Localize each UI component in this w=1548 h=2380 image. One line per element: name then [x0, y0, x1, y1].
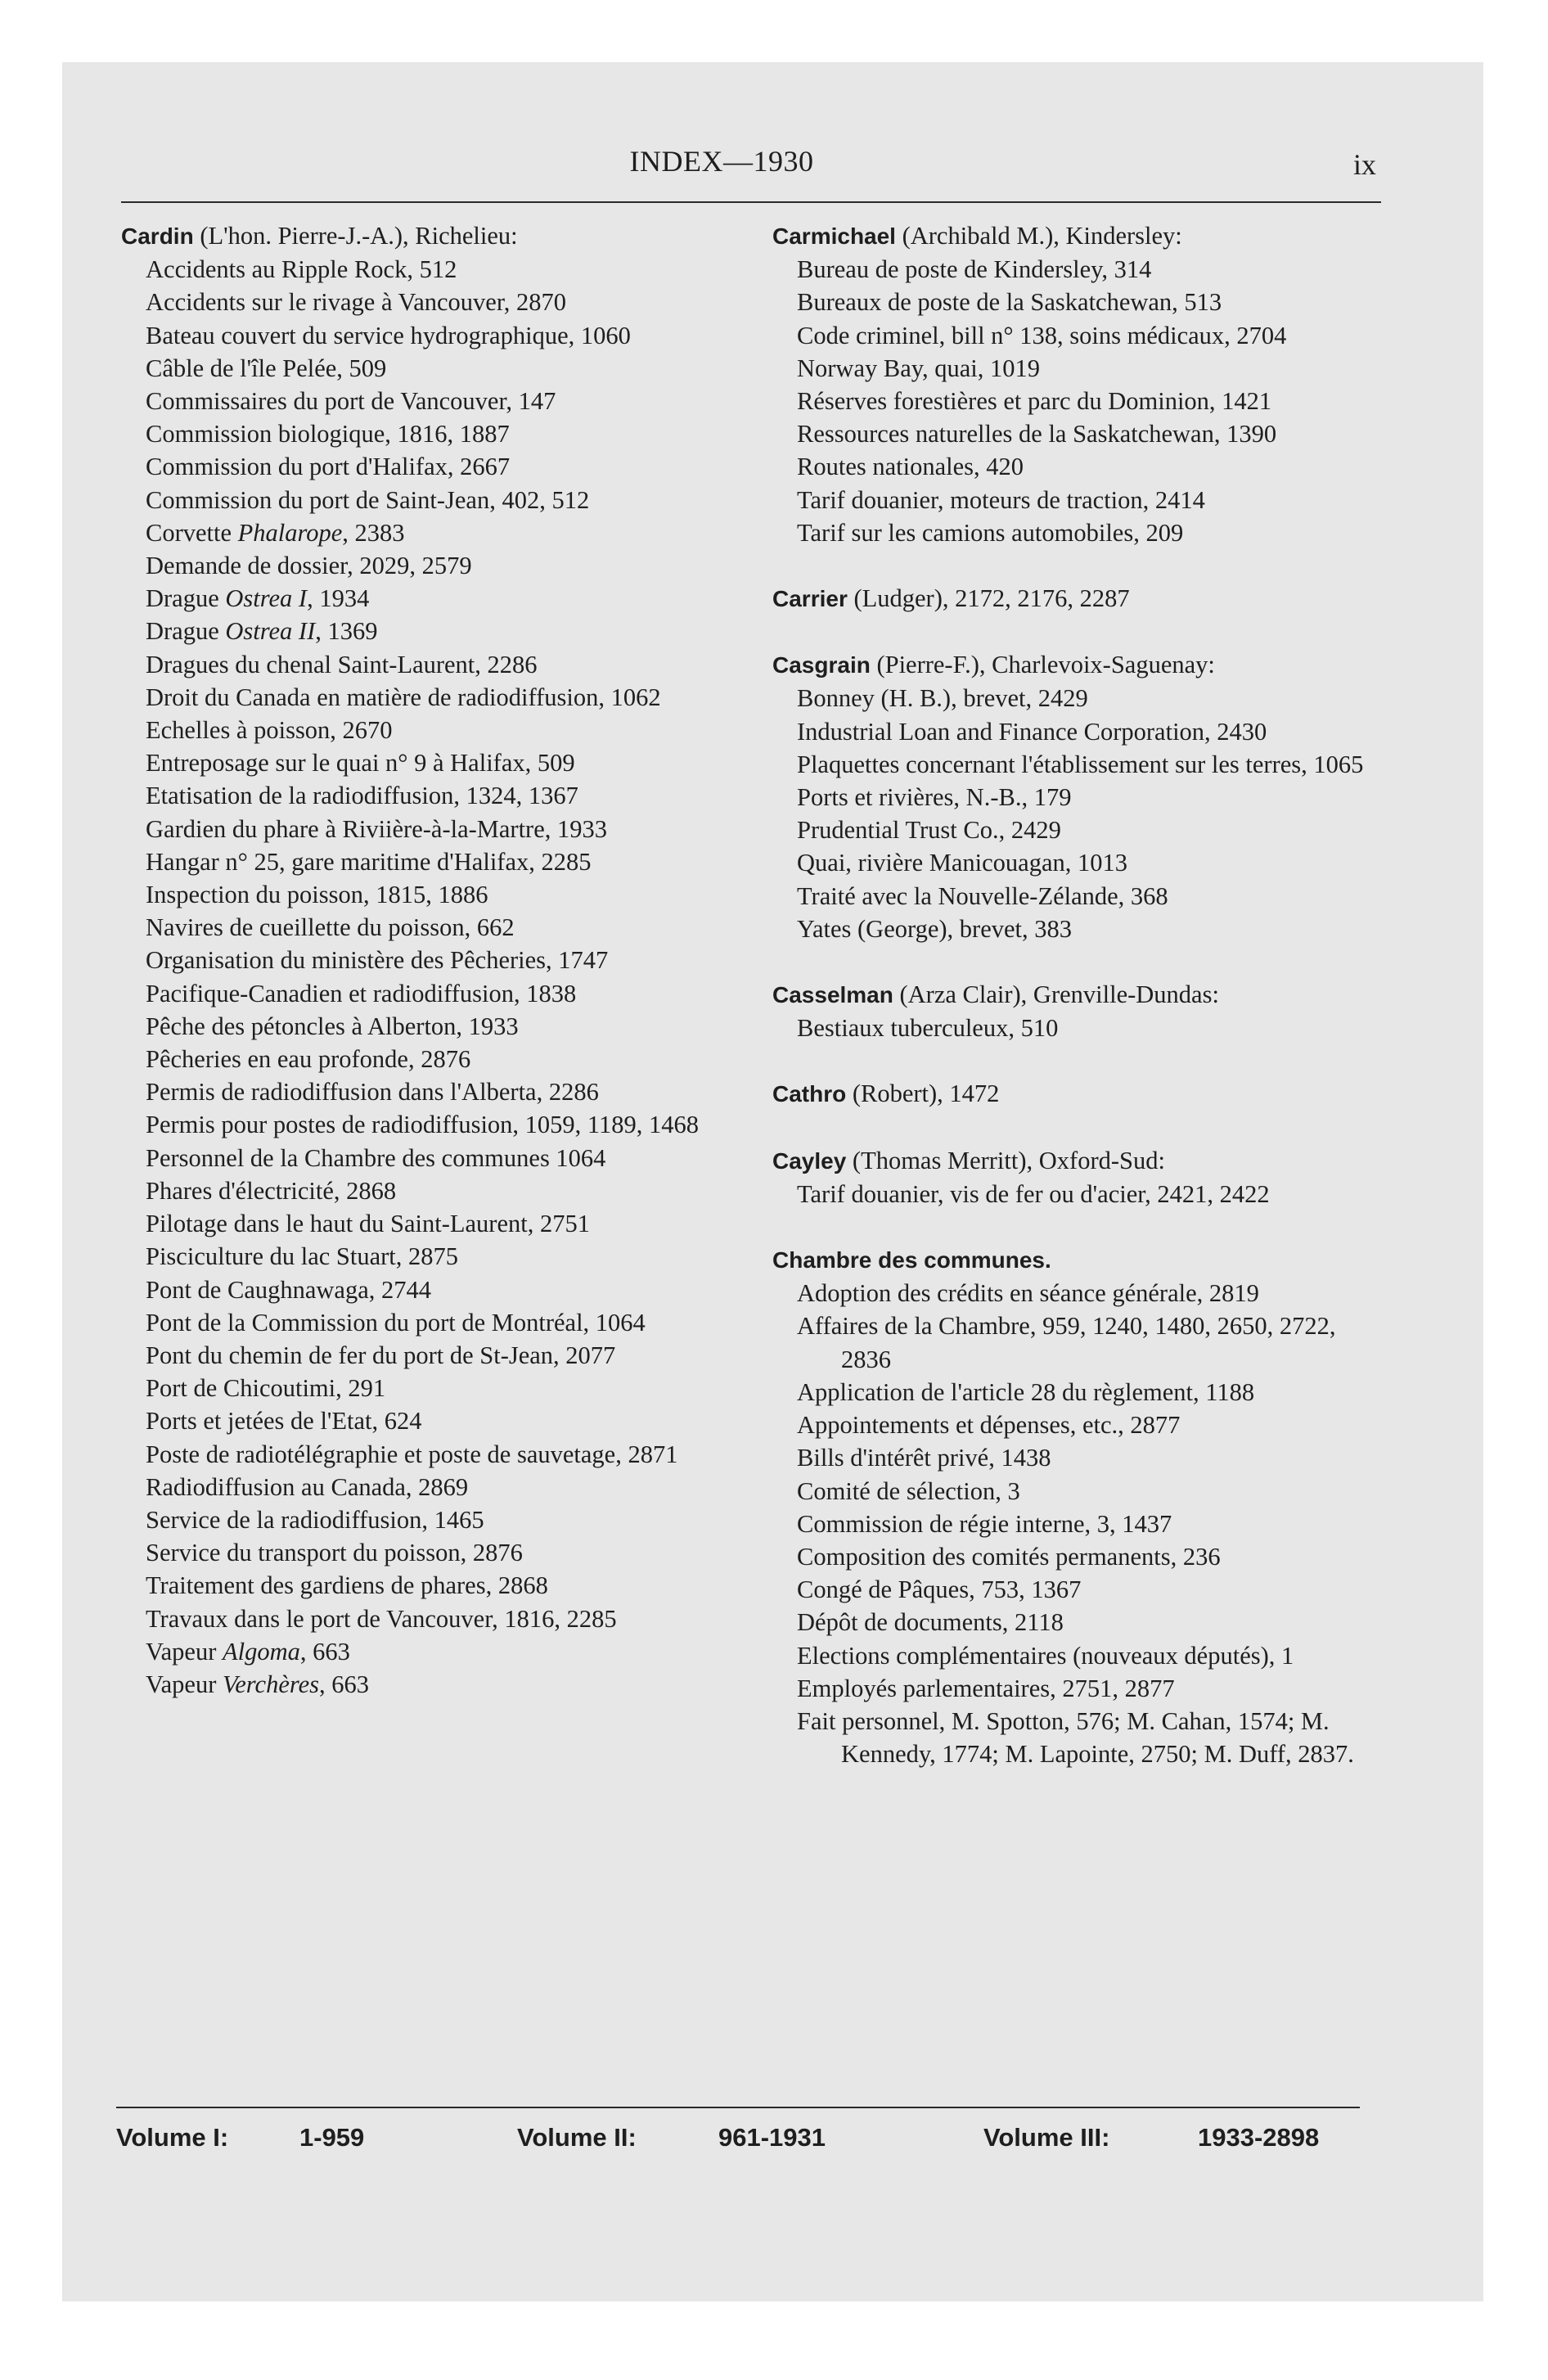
index-column-right — [772, 219, 1378, 1770]
index-entry-heading — [772, 219, 1378, 253]
index-subentry: Employés parlementaires, 2751, 2877 — [797, 1674, 1175, 1702]
index-subentry: Comité de sélection, 3 — [797, 1476, 1020, 1505]
index-subentry: Traitement des gardiens de phares, 2868 — [146, 1571, 548, 1600]
index-subentry: Prudential Trust Co., 2429 — [797, 816, 1061, 845]
index-subentry: Commissaires du port de Vancouver, 147 — [146, 387, 556, 416]
index-subentry: Application de l'article 28 du règlement, 1188 — [797, 1377, 1255, 1406]
page-header — [62, 144, 1381, 193]
index-subentry: Entreposage sur le quai n° 9 à Halifax, 509 — [146, 749, 575, 778]
index-entry-heading — [772, 648, 1378, 682]
index-subentry: Pêcheries en eau profonde, 2876 — [146, 1045, 471, 1074]
index-subentry: Bateau couvert du service hydrographique, 1060 — [146, 321, 631, 349]
index-subentry: Ports et jetées de l'Etat, 624 — [146, 1407, 422, 1436]
index-subentry: Appointements et dépenses, etc., 2877 — [797, 1411, 1181, 1440]
entry-name: Cardin — [121, 223, 194, 249]
vessel-name: Verchères — [223, 1670, 320, 1698]
index-subentry: Travaux dans le port de Vancouver, 1816, 2285 — [146, 1604, 617, 1633]
volume-1-label: Volume I: — [116, 2123, 229, 2152]
index-subentry: Bureaux de poste de la Saskatchewan, 513 — [797, 288, 1222, 317]
header-rule — [121, 201, 1381, 203]
index-subentry: Commission biologique, 1816, 1887 — [146, 420, 510, 449]
index-subentry: Drague Ostrea II, 1369 — [146, 617, 378, 646]
volume-2-label: Volume II: — [517, 2123, 637, 2152]
index-subentry: Droit du Canada en matière de radiodiffusion, 1062 — [146, 683, 661, 711]
entry-detail: (Archibald M.), Kindersley: — [895, 222, 1182, 250]
volume-1-range: 1-959 — [299, 2123, 365, 2152]
index-subentry: Permis pour postes de radiodiffusion, 1059, 1189, 1468 — [146, 1111, 700, 1139]
index-subentry: Congé de Pâques, 753, 1367 — [797, 1575, 1082, 1604]
index-subentry: Navires de cueillette du poisson, 662 — [146, 913, 515, 942]
index-subentry: Tarif sur les camions automobiles, 209 — [797, 518, 1184, 547]
volume-2-range: 961-1931 — [718, 2123, 826, 2152]
index-subentry: Tarif douanier, moteurs de traction, 2414 — [797, 485, 1205, 514]
index-subentry: Service de la radiodiffusion, 1465 — [146, 1505, 484, 1534]
vessel-name: Ostrea I — [225, 584, 308, 613]
index-subentry: Drague Ostrea I, 1934 — [146, 584, 370, 613]
page-number: ix — [1352, 148, 1376, 181]
index-subentry: Dépôt de documents, 2118 — [797, 1608, 1064, 1637]
index-entry-heading — [121, 219, 736, 253]
entry-name: Carrier — [772, 586, 848, 612]
index-subentry: Pilotage dans le haut du Saint-Laurent, 2751 — [146, 1210, 590, 1238]
entry-detail: (Robert), 1472 — [846, 1080, 1000, 1108]
index-subentry: Pêche des pétoncles à Alberton, 1933 — [146, 1012, 519, 1040]
index-subentry: Dragues du chenal Saint-Laurent, 2286 — [146, 650, 538, 678]
index-subentry: Ports et rivières, N.-B., 179 — [797, 783, 1072, 812]
entry-detail: (Arza Clair), Grenville-Dundas: — [893, 980, 1219, 1009]
index-column-left — [121, 219, 736, 1701]
entry-detail: (Pierre-F.), Charlevoix-Saguenay: — [870, 651, 1215, 679]
entry-name: Cayley — [772, 1147, 847, 1174]
index-subentry: Pont du chemin de fer du port de St-Jean, 2077 — [146, 1341, 616, 1369]
volume-3-label: Volume III: — [983, 2123, 1110, 2152]
vessel-name: Ostrea II — [225, 617, 316, 646]
index-subentry: Plaquettes concernant l'établissement sur les terres, 1065 — [797, 750, 1364, 778]
index-subentry: Fait personnel, M. Spotton, 576; M. Cahan, 1574; M. Kennedy, 1774; M. Lapointe, 2750; M. Duff, 2837. — [797, 1706, 1354, 1769]
entry-detail: (Ludger), 2172, 2176, 2287 — [847, 584, 1130, 613]
index-subentry: Bonney (H. B.), brevet, 2429 — [797, 684, 1088, 713]
index-subentry: Norway Bay, quai, 1019 — [797, 354, 1041, 382]
index-subentry: Echelles à poisson, 2670 — [146, 716, 393, 745]
volume-3-range: 1933-2898 — [1198, 2123, 1320, 2152]
index-entry-heading — [772, 978, 1378, 1012]
entry-name: Cathro — [772, 1081, 847, 1107]
index-entry-heading — [772, 1144, 1378, 1178]
index-subentry: Commission de régie interne, 3, 1437 — [797, 1509, 1172, 1538]
entry-gap — [772, 1111, 1378, 1144]
entry-gap — [772, 1210, 1378, 1243]
index-subentry: Bestiaux tuberculeux, 510 — [797, 1014, 1059, 1043]
index-subentry: Tarif douanier, vis de fer ou d'acier, 2421, 2422 — [797, 1179, 1270, 1208]
entry-name: Chambre des communes. — [772, 1247, 1051, 1273]
index-subentry: Pont de Caughnawaga, 2744 — [146, 1275, 431, 1304]
index-subentry: Commission du port d'Halifax, 2667 — [146, 453, 511, 481]
index-subentry: Traité avec la Nouvelle-Zélande, 368 — [797, 881, 1168, 910]
index-subentry: Demande de dossier, 2029, 2579 — [146, 552, 472, 580]
entry-detail: (L'hon. Pierre-J.-A.), Richelieu: — [193, 222, 518, 250]
index-subentry: Accidents sur le rivage à Vancouver, 2870 — [146, 288, 567, 317]
index-subentry: Personnel de la Chambre des communes 1064 — [146, 1143, 606, 1172]
index-subentry: Gardien du phare à Riviière-à-la-Martre, 1933 — [146, 814, 607, 843]
index-subentry: Phares d'électricité, 2868 — [146, 1176, 397, 1205]
index-subentry: Corvette Phalarope, 2383 — [146, 518, 405, 547]
entry-gap — [772, 945, 1378, 978]
index-subentry: Composition des comités permanents, 236 — [797, 1542, 1221, 1571]
entry-gap — [772, 549, 1378, 582]
index-subentry: Code criminel, bill n° 138, soins médicaux, 2704 — [797, 321, 1287, 349]
index-subentry: Réserves forestières et parc du Dominion, 1421 — [797, 387, 1272, 416]
index-subentry: Routes nationales, 420 — [797, 453, 1024, 481]
entry-name: Casselman — [772, 982, 893, 1008]
index-subentry: Industrial Loan and Finance Corporation, 2430 — [797, 717, 1267, 746]
index-subentry: Affaires de la Chambre, 959, 1240, 1480, 2650, 2722, 2836 — [797, 1312, 1336, 1373]
index-subentry: Accidents au Ripple Rock, 512 — [146, 255, 457, 284]
index-subentry: Commission du port de Saint-Jean, 402, 512 — [146, 485, 590, 514]
entry-name: Carmichael — [772, 223, 896, 249]
entry-name: Casgrain — [772, 652, 871, 678]
index-subentry: Elections complémentaires (nouveaux députés), 1 — [797, 1641, 1294, 1670]
index-subentry: Bureau de poste de Kindersley, 314 — [797, 255, 1152, 284]
volume-footer — [116, 2123, 1393, 2164]
entry-detail: (Thomas Merritt), Oxford-Sud: — [846, 1146, 1165, 1174]
index-subentry: Poste de radiotélégraphie et poste de sauvetage, 2871 — [146, 1440, 678, 1468]
index-subentry: Inspection du poisson, 1815, 1886 — [146, 881, 488, 909]
index-subentry: Service du transport du poisson, 2876 — [146, 1539, 523, 1567]
index-subentry: Yates (George), brevet, 383 — [797, 914, 1072, 943]
index-entry-heading — [772, 582, 1378, 615]
vessel-name: Phalarope — [237, 518, 343, 547]
index-subentry: Etatisation de la radiodiffusion, 1324, 1367 — [146, 782, 578, 810]
index-subentry: Radiodiffusion au Canada, 2869 — [146, 1472, 469, 1501]
index-subentry: Permis de radiodiffusion dans l'Alberta, 2286 — [146, 1078, 599, 1107]
index-subentry: Port de Chicoutimi, 291 — [146, 1374, 386, 1403]
index-subentry: Pisciculture du lac Stuart, 2875 — [146, 1242, 459, 1271]
index-subentry: Organisation du ministère des Pêcheries, 1747 — [146, 946, 609, 975]
vessel-name: Algoma — [223, 1637, 300, 1666]
entry-gap — [772, 1044, 1378, 1077]
index-subentry: Ressources naturelles de la Saskatchewan, 1390 — [797, 420, 1277, 449]
index-subentry: Bills d'intérêt privé, 1438 — [797, 1444, 1051, 1472]
index-subentry: Vapeur Verchères, 663 — [146, 1670, 370, 1698]
index-entry-heading — [772, 1243, 1378, 1277]
index-subentry: Adoption des crédits en séance générale, 2819 — [797, 1279, 1259, 1308]
index-subentry: Pont de la Commission du port de Montréal, 1064 — [146, 1308, 646, 1336]
footer-rule — [116, 2107, 1360, 2108]
index-subentry: Câble de l'île Pelée, 509 — [146, 354, 387, 382]
page-title: INDEX—1930 — [629, 145, 814, 178]
index-subentry: Vapeur Algoma, 663 — [146, 1637, 350, 1666]
index-subentry: Hangar n° 25, gare maritime d'Halifax, 2285 — [146, 847, 592, 876]
entry-gap — [772, 615, 1378, 648]
index-entry-heading — [772, 1077, 1378, 1111]
index-subentry: Pacifique-Canadien et radiodiffusion, 1838 — [146, 979, 577, 1007]
index-subentry: Quai, rivière Manicouagan, 1013 — [797, 849, 1127, 877]
